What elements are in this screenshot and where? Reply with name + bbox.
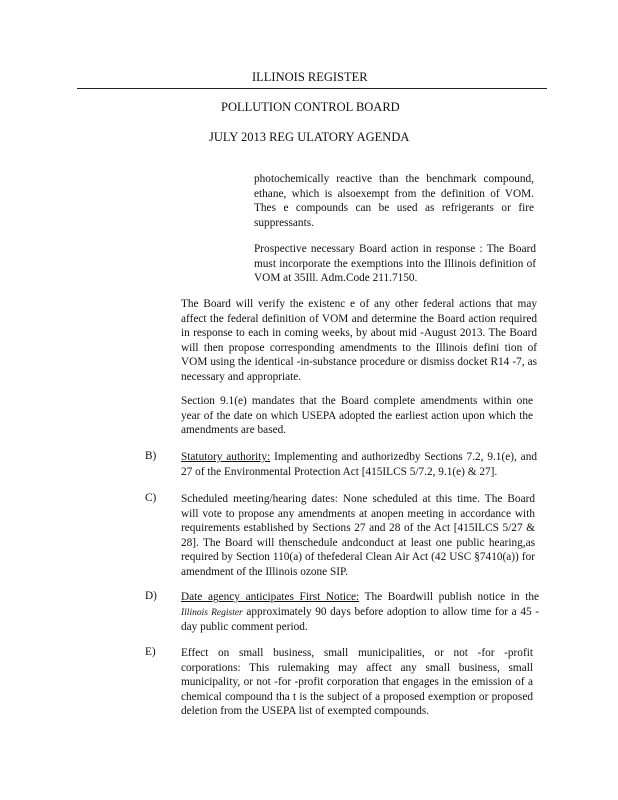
item-d-heading: Date agency anticipates First Notice: [181,591,360,603]
item-d-label: D) [145,590,157,602]
item-d-register-name: Illinois Register [181,607,243,618]
paragraph-prospective-action: Prospective necessary Board action in response : The Board must incorporate the exemptions into the Illinois definition of VOM at 35Ill. Adm.Code 211.7150. [254,243,536,284]
agenda-header: JULY 2013 REG ULATORY AGENDA [209,130,410,144]
item-c-scheduled-hearing: Scheduled meeting/hearing dates: None scheduled at this time. The Board will vote to propose any amendments at anopen meeting in accordance with requirements established by Sections 27 and 28 of the Act [415ILCS 5/27 & 28]. The Board will thenschedule andconduct at least one public hearing,as required by Section 110(a) of thefederal Clean Air Act (42 USC §7410(a)) for amendment of the Illinois ozone SIP. [181,493,535,578]
paragraph-section-mandate: Section 9.1(e) mandates that the Board complete amendments within one year of the date on which USEPA adopted the earliest action upon which the amendments are based. [181,395,533,436]
item-d-text-2: approximately 90 days before adoption to allow time for a 45 -day public comment period. [181,605,539,633]
item-b-text: Implementing and authorizedby Sections 7.2, 9.1(e), and 27 of the Environmental Protection Act [415ILCS 5/7.2, 9.1(e) & 27]. [181,451,537,478]
header-rule [77,88,547,89]
paragraph-board-verify: The Board will verify the existenc e of any other federal actions that may affect the federal definition of VOM and determine the Board action required in response to each in coming weeks, by about mid -August 2013. The Board will then propose corresponding amendments to the Illinois defini tion of VOM using the identical -in-substance procedure or dismiss docket R14 -7, as necessary and appropriate. [181,298,537,383]
item-d-first-notice [181,590,539,635]
item-c-label: C) [145,492,157,504]
board-header: POLLUTION CONTROL BOARD [221,100,400,114]
item-d-text-1: The Boardwill publish notice in the [359,591,539,603]
item-b-label: B) [145,450,157,462]
item-e-small-business-effect: Effect on small business, small municipalities, or not -for -profit corporations: This rulemaking may affect any small business, small municipality, or not -for -profit corporation that engages in the emission of a chemical compound tha t is the subject of a proposed exemption or proposed deletion from the USEPA list of exempted compounds. [181,647,533,717]
item-e-label: E) [145,646,156,658]
register-header: ILLINOIS REGISTER [252,70,368,84]
paragraph-exemption-continued: photochemically reactive than the benchmark compound, ethane, which is alsoexempt from the definition of VOM. Thes e compounds can be used as refrigerants or fire suppressants. [254,173,534,229]
item-b-statutory-authority [181,450,537,479]
item-b-heading: Statutory authority: [181,451,271,463]
